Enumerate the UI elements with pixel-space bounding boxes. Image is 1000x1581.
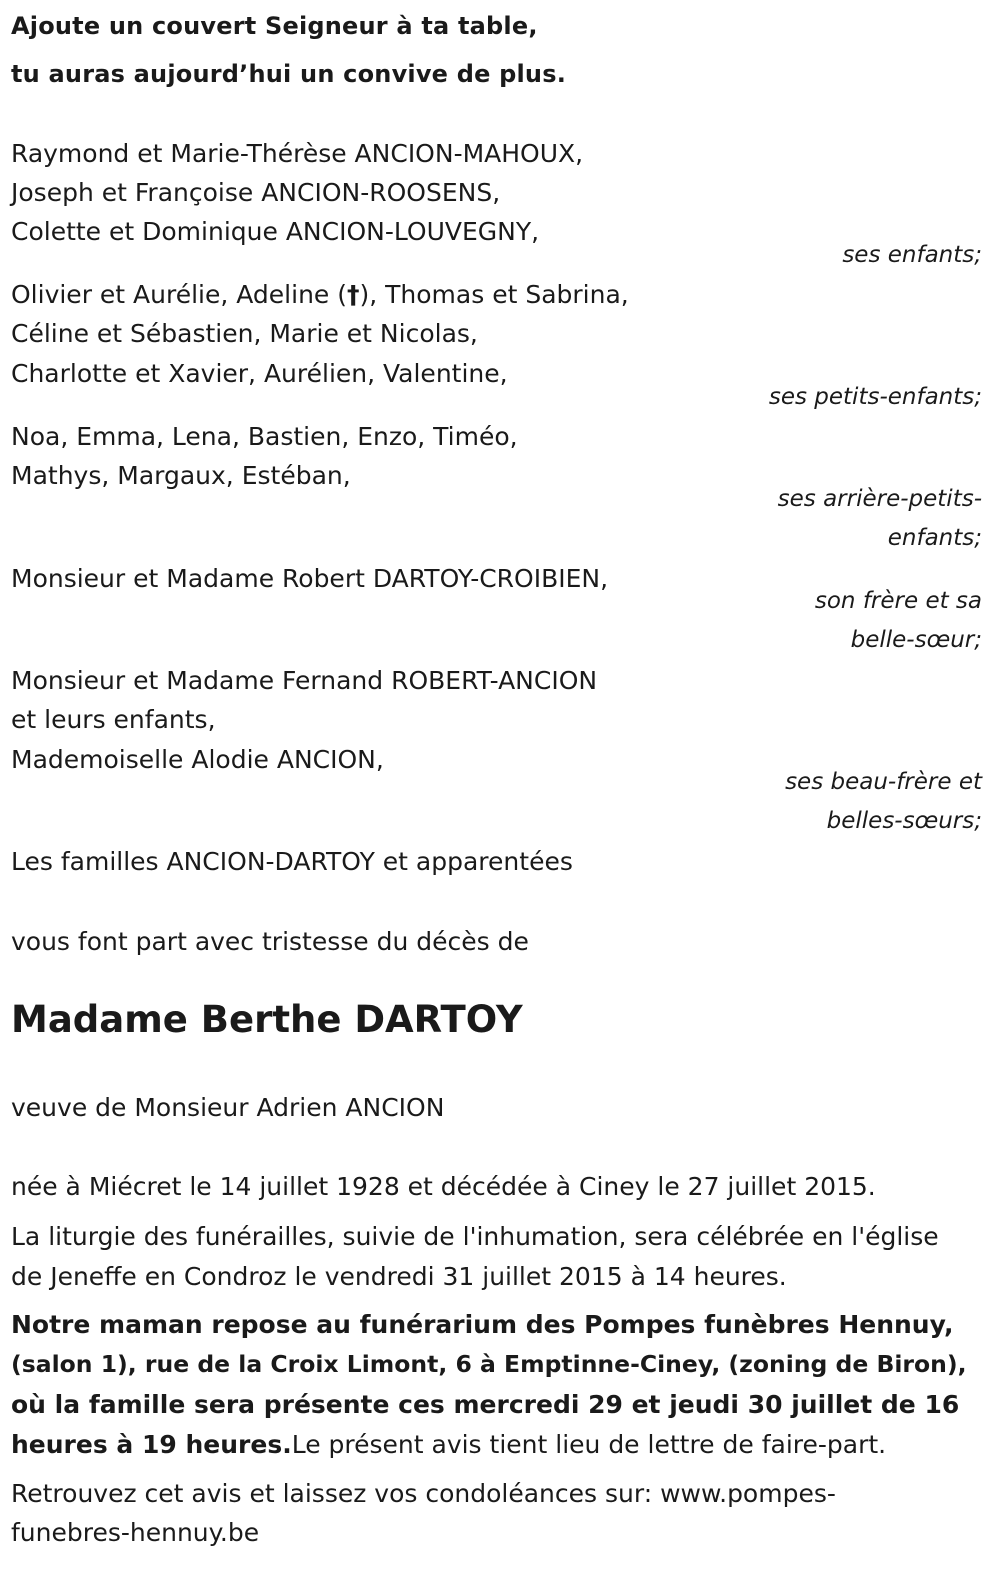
- grandchildren-role: ses petits-enfants;: [768, 384, 982, 410]
- funeral-line-2: de Jeneffe en Condroz le vendredi 31 juillet 2015 à 14 heures.: [11, 1262, 787, 1291]
- visitation-line-1: Notre maman repose au funérarium des Pompes funèbres Hennuy,: [11, 1310, 954, 1339]
- grandchildren-line-1-start: Olivier et Aurélie, Adeline (: [11, 280, 347, 309]
- in-laws-line-2: et leurs enfants,: [11, 705, 216, 734]
- great-grandchildren-line-1: Noa, Emma, Lena, Bastien, Enzo, Timéo,: [11, 422, 518, 451]
- faire-part-note: Le présent avis tient lieu de lettre de faire-part.: [291, 1430, 887, 1459]
- visitation-line-3: où la famille sera présente ces mercredi 29 et jeudi 30 juillet de 16: [11, 1390, 960, 1419]
- quote-line-2: tu auras aujourd’hui un convive de plus.: [11, 60, 567, 88]
- funeral-line-1: La liturgie des funérailles, suivie de l'inhumation, sera célébrée en l'église: [11, 1222, 939, 1251]
- visitation-line-4: [11, 1430, 886, 1459]
- brother-role-1: son frère et sa: [814, 588, 982, 614]
- great-grandchildren-role-1: ses arrière-petits-: [777, 486, 982, 512]
- deceased-name: Madame Berthe DARTOY: [11, 998, 523, 1041]
- visitation-hours: heures à 19 heures.: [11, 1430, 292, 1459]
- great-grandchildren-line-2: Mathys, Margaux, Estéban,: [11, 461, 351, 490]
- brother-role-2: belle-sœur;: [850, 627, 982, 653]
- in-laws-role-1: ses beau-frère et: [785, 769, 982, 795]
- children-line-2: Joseph et Françoise ANCION-ROOSENS,: [11, 178, 501, 207]
- other-families: Les familles ANCION-DARTOY et apparentées: [11, 847, 573, 876]
- great-grandchildren-role-2: enfants;: [887, 525, 982, 551]
- birth-death-dates: née à Miécret le 14 juillet 1928 et décédée à Ciney le 27 juillet 2015.: [11, 1172, 876, 1201]
- children-line-3: Colette et Dominique ANCION-LOUVEGNY,: [11, 217, 540, 246]
- in-laws-role-2: belles-sœurs;: [826, 808, 982, 834]
- brother-line: Monsieur et Madame Robert DARTOY-CROIBIEN,: [11, 564, 609, 593]
- grandchildren-line-1: [11, 280, 629, 309]
- announcement: vous font part avec tristesse du décès de: [11, 927, 529, 956]
- condolences-line-1: Retrouvez cet avis et laissez vos condoléances sur: www.pompes-: [11, 1479, 836, 1508]
- condolences-line-2: funebres-hennuy.be: [11, 1518, 260, 1547]
- children-role: ses enfants;: [842, 242, 982, 268]
- in-laws-line-1: Monsieur et Madame Fernand ROBERT-ANCION: [11, 666, 598, 695]
- widow-of: veuve de Monsieur Adrien ANCION: [11, 1093, 445, 1122]
- grandchildren-line-1-end: ), Thomas et Sabrina,: [359, 280, 629, 309]
- grandchildren-line-3: Charlotte et Xavier, Aurélien, Valentine,: [11, 359, 508, 388]
- visitation-line-2: (salon 1), rue de la Croix Limont, 6 à Emptinne-Ciney, (zoning de Biron),: [11, 1350, 967, 1378]
- in-laws-line-3: Mademoiselle Alodie ANCION,: [11, 745, 384, 774]
- children-line-1: Raymond et Marie-Thérèse ANCION-MAHOUX,: [11, 139, 584, 168]
- cross-icon: †: [347, 280, 360, 309]
- quote-line-1: Ajoute un couvert Seigneur à ta table,: [11, 12, 538, 40]
- grandchildren-line-2: Céline et Sébastien, Marie et Nicolas,: [11, 319, 478, 348]
